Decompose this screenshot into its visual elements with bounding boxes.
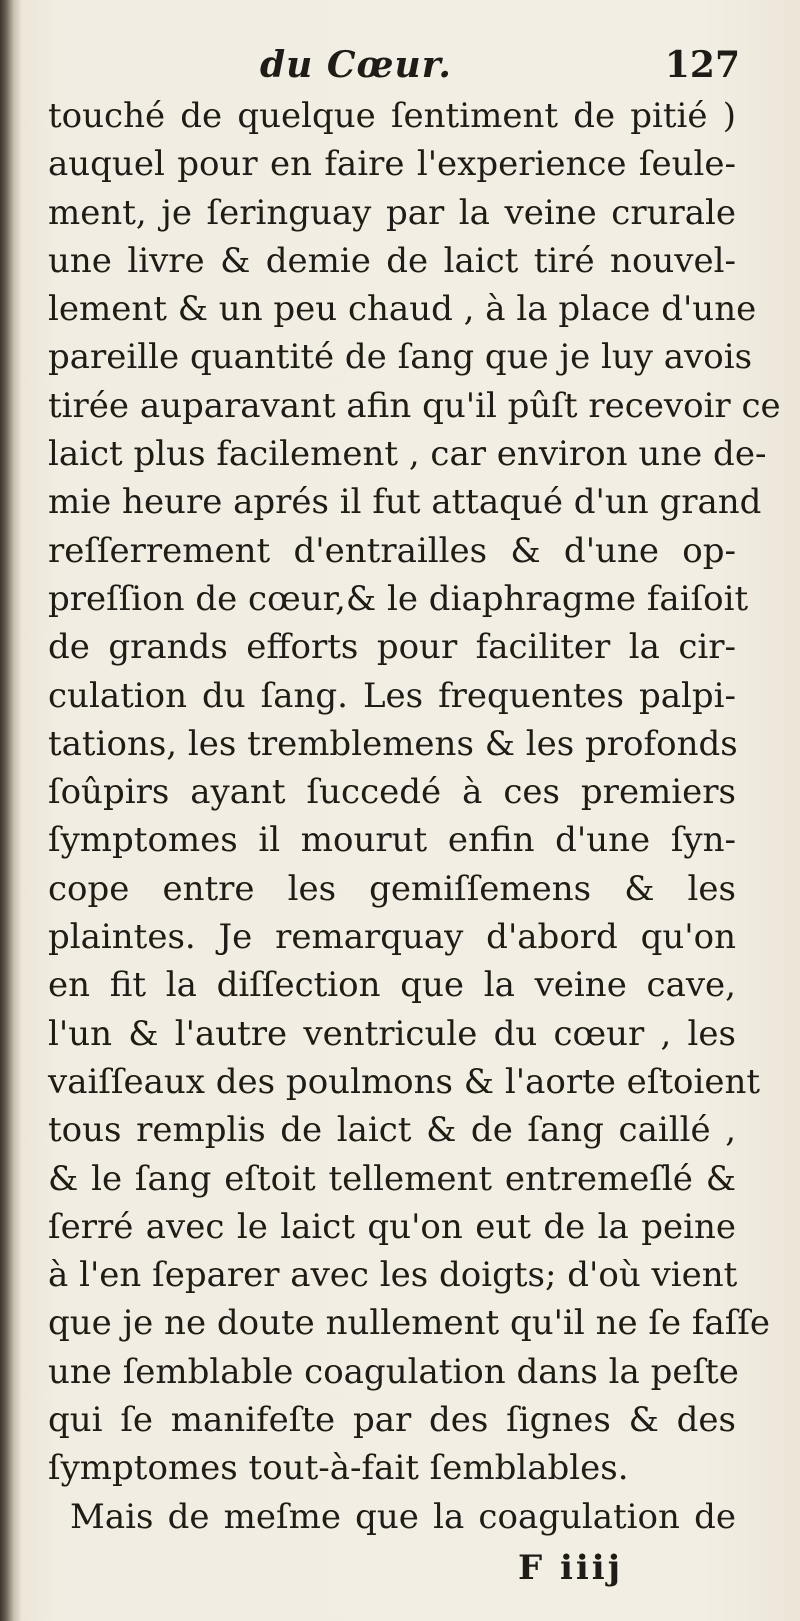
text-line: tations, les tremblemens & les profonds: [48, 723, 738, 764]
text-line: auquel pour en faire l'experience ſeule-: [48, 144, 736, 185]
text-line: vaiſſeaux des poulmons & l'aorte eſtoient: [48, 1061, 761, 1102]
text-line: cope entre les gemiſſemens & les: [48, 868, 736, 909]
text-line: lement & un peu chaud , à la place d'une: [48, 289, 757, 330]
page-header: [50, 44, 740, 94]
text-line: que je ne doute nullement qu'il ne ſe faſſe: [48, 1303, 771, 1344]
text-line-paragraph-start: Mais de meſme que la coagulation de: [70, 1496, 736, 1537]
text-line: mie heure aprés il fut attaqué d'un grand: [48, 482, 762, 523]
text-line: plaintes. Je remarquay d'abord qu'on: [48, 917, 736, 958]
text-line: & le ſang eſtoit tellement entremeſlé &: [48, 1158, 736, 1199]
text-line: ſymptomes il mourut enfin d'une ſyn-: [48, 820, 736, 861]
text-line: en fit la diſſection que la veine cave,: [48, 965, 736, 1006]
text-line: ſoûpirs ayant ſuccedé à ces premiers: [48, 772, 736, 813]
text-line: pareille quantité de ſang que je luy avois: [48, 337, 753, 378]
text-line: ſerré avec le laict qu'on eut de la peine: [48, 1206, 736, 1247]
text-line: de grands efforts pour faciliter la cir-: [48, 627, 736, 668]
text-line: tirée auparavant afin qu'il pûſt recevoir ce: [48, 385, 781, 426]
text-line-paragraph-end: ſymptomes tout-à-fait ſemblables.: [48, 1448, 629, 1489]
text-line: tous remplis de laict & de ſang caillé ,: [48, 1110, 736, 1151]
text-line: qui ſe manifeſte par des ſignes & des: [48, 1400, 736, 1441]
text-line: touché de quelque ſentiment de pitié ): [48, 96, 736, 136]
text-line: ment, je ſeringuay par la veine crurale: [48, 192, 736, 233]
text-line: culation du ſang. Les frequentes palpi-: [48, 675, 736, 716]
text-line: une livre & demie de laict tiré nouvel-: [48, 240, 736, 281]
text-line: l'un & l'autre ventricule du cœur , les: [48, 1013, 736, 1054]
text-line: reſſerrement d'entrailles & d'une op-: [48, 530, 736, 571]
signature-mark: F iiij: [518, 1548, 624, 1588]
text-line: preſſion de cœur,& le diaphragme faiſoit: [48, 578, 749, 619]
text-body: [48, 92, 781, 1541]
text-line: laict plus facilement , car environ une de-: [48, 434, 767, 475]
text-line: à l'en ſeparer avec les doigts; d'où vient: [48, 1255, 738, 1296]
running-title: du Cœur.: [260, 44, 452, 86]
text-line: une ſemblable coagulation dans la peſte: [48, 1351, 739, 1392]
page-number: 127: [664, 44, 740, 86]
book-spine-shadow: [0, 0, 22, 1621]
